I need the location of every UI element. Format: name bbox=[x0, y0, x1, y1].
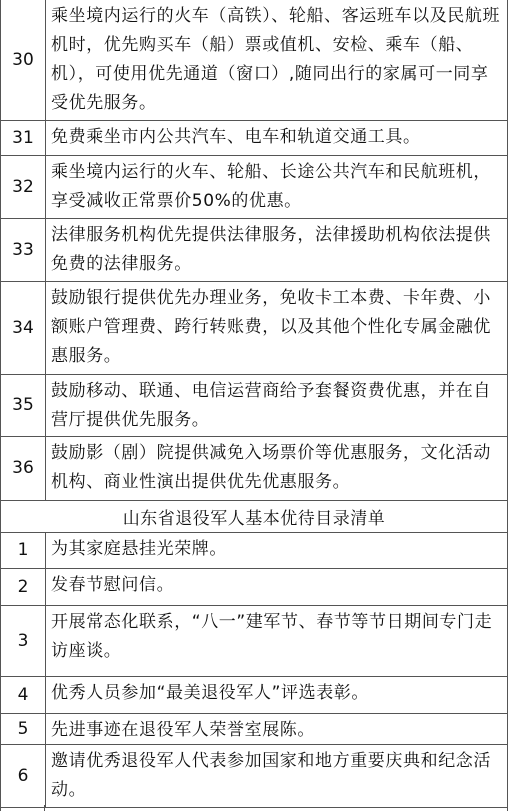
row-number: 6 bbox=[1, 745, 46, 807]
row-text: 鼓励影（剧）院提供减免入场票价等优惠服务，文化活动机构、商业性演出提供优先优惠服务。 bbox=[51, 443, 491, 492]
row-number: 31 bbox=[1, 121, 46, 155]
row-text: 鼓励移动、联通、电信运营商给予套餐资费优惠，并在自营厅提供优先服务。 bbox=[51, 381, 491, 430]
row-number: 2 bbox=[1, 569, 46, 605]
row-text: 开展常态化联系，“八一”建军节、春节等节日期间专门走访座谈。 bbox=[51, 612, 493, 661]
table-row bbox=[1, 606, 507, 677]
row-number: 32 bbox=[1, 156, 46, 218]
table-row bbox=[1, 156, 507, 219]
row-number: 33 bbox=[1, 219, 46, 281]
table-row bbox=[1, 375, 507, 437]
row-number: 35 bbox=[1, 375, 46, 436]
row-text: 发春节慰问信。 bbox=[51, 575, 175, 595]
table-row bbox=[1, 0, 507, 121]
row-number: 30 bbox=[1, 0, 46, 120]
row-number: 1 bbox=[1, 533, 46, 568]
table-row bbox=[1, 282, 507, 375]
row-text: 先进事迹在退役军人荣誉室展陈。 bbox=[51, 720, 315, 740]
row-text: 为其家庭悬挂光荣牌。 bbox=[51, 539, 227, 559]
row-number: 3 bbox=[1, 606, 46, 676]
table-divider bbox=[1, 805, 45, 811]
table-row bbox=[1, 569, 507, 606]
row-text: 法律服务机构优先提供法律服务，法律援助机构依法提供免费的法律服务。 bbox=[51, 225, 491, 274]
row-text: 鼓励银行提供优先办理业务，免收卡工本费、卡年费、小额账户管理费、跨行转账费，以及其他个性化专属金融优惠服务。 bbox=[51, 288, 491, 366]
row-number: 4 bbox=[1, 677, 46, 713]
table-row bbox=[1, 745, 507, 808]
row-number: 5 bbox=[1, 714, 46, 744]
table-row bbox=[1, 121, 507, 156]
row-number: 34 bbox=[1, 282, 46, 374]
row-number: 36 bbox=[1, 437, 46, 500]
section-title: 山东省退役军人基本优待目录清单 bbox=[1, 501, 507, 533]
table-row bbox=[1, 219, 507, 282]
row-text: 邀请优秀退役军人代表参加国家和地方重要庆典和纪念活动。 bbox=[51, 751, 491, 800]
row-text: 免费乘坐市内公共汽车、电车和轨道交通工具。 bbox=[51, 127, 421, 147]
row-text: 优秀人员参加“最美退役军人”评选表彰。 bbox=[51, 683, 370, 703]
table-row bbox=[1, 437, 507, 501]
table-row bbox=[1, 677, 507, 714]
table-row bbox=[1, 714, 507, 745]
row-text: 乘坐境内运行的火车（高铁）、轮船、客运班车以及民航班机时，优先购买车（船）票或值机、安检、乘车（船、机），可使用优先通道（窗口）,随同出行的家属可一同享受优先服务。 bbox=[51, 6, 501, 113]
row-text: 乘坐境内运行的火车、轮船、长途公共汽车和民航班机，享受减收正常票价50%的优惠。 bbox=[51, 162, 491, 211]
table-row bbox=[1, 533, 507, 569]
